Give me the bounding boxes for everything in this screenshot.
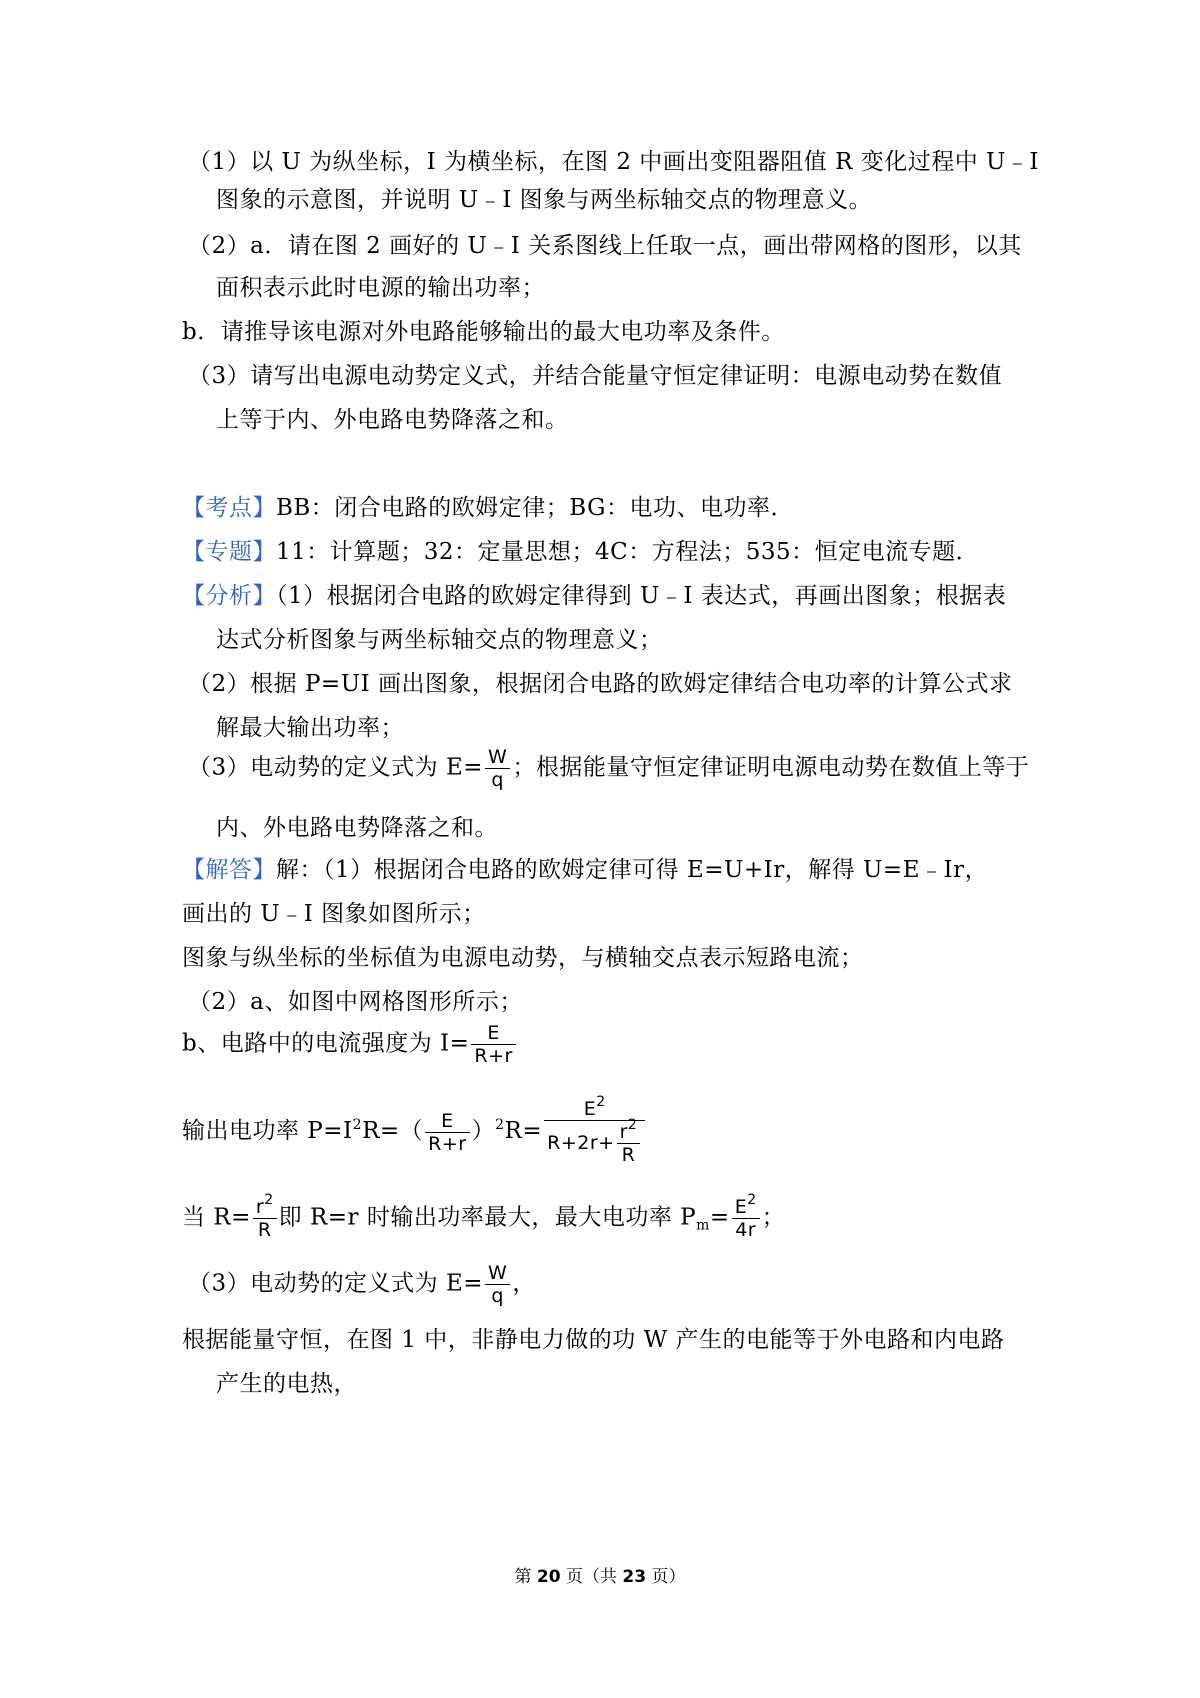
jieda-line-7	[182, 1192, 786, 1241]
jieda-line-3: 图象与纵坐标的坐标值为电源电动势，与横轴交点表示短路电流；	[182, 945, 864, 971]
footer-post: 页）	[646, 1567, 686, 1587]
fenxi-line-2: 达式分析图象与两坐标轴交点的物理意义；	[216, 627, 663, 653]
current-fraction-2	[425, 1110, 469, 1155]
jieda-line-4: （2）a、如图中网格图形所示；	[188, 989, 523, 1015]
frac-den-nested	[544, 1117, 645, 1166]
fenxi-line-4: 解最大输出功率；	[216, 715, 404, 741]
footer-page-number: 20	[536, 1567, 561, 1587]
r-symbol-2: r	[255, 1196, 265, 1218]
question-3-line-1: （3）请写出电源电动势定义式，并结合能量守恒定律证明：电源电动势在数值	[188, 363, 1003, 389]
emf-fraction	[485, 746, 510, 791]
jieda-line-2: 画出的 U﹣I 图象如图所示；	[182, 901, 486, 927]
jieda-text-5-pre: b、电路中的电流强度为 I=	[182, 1030, 470, 1057]
jieda-line-8	[188, 1262, 536, 1307]
jieda-text-6-mid3: R=	[504, 1118, 543, 1144]
kaodian-tag: 【考点】	[182, 495, 276, 521]
jieda-text-1: 解：（1）根据闭合电路的欧姆定律可得 E=U+Ir，解得 U=E﹣Ir，	[276, 857, 989, 883]
jieda-line-10: 产生的电热，	[216, 1371, 357, 1397]
jieda-line-5	[182, 1022, 518, 1067]
jieda-text-7-mid: 即 R=r 时输出功率最大，最大电功率 P	[278, 1204, 697, 1231]
fenxi-text-5-post: ；根据能量守恒定律证明电源电动势在数值上等于	[512, 754, 1030, 781]
cond-num-r2	[253, 1192, 277, 1219]
zhuanti-line	[182, 536, 979, 568]
emf-fraction-2	[485, 1262, 510, 1307]
power-fraction	[544, 1094, 645, 1166]
jieda-text-6-pre: 输出电功率 P=I	[182, 1118, 353, 1144]
question-2b: b．请推导该电源对外电路能够输出的最大电功率及条件。	[182, 319, 785, 345]
page-footer	[0, 1562, 1200, 1587]
frac-num-w-2: W	[485, 1262, 510, 1285]
kaodian-text: BB：闭合电路的欧姆定律；BG：电功、电功率．	[276, 495, 795, 521]
sub-m: m	[696, 1217, 710, 1234]
jieda-line-9: 根据能量守恒，在图 1 中，非静电力做的功 W 产生的电能等于外电路和内电路	[182, 1327, 1005, 1353]
max-den-4r: 4r	[735, 1219, 757, 1241]
kaodian-line	[182, 492, 794, 524]
sup-2-d: 2	[627, 1117, 638, 1133]
footer-pre: 第	[514, 1567, 537, 1587]
footer-total-pages: 23	[622, 1567, 647, 1587]
jieda-tag: 【解答】	[182, 857, 276, 883]
nested-fraction	[617, 1117, 641, 1166]
fenxi-line-1	[182, 580, 1006, 612]
r-symbol: r	[619, 1121, 628, 1143]
r-condition-fraction	[253, 1192, 277, 1241]
sup-2-f: 2	[747, 1192, 757, 1208]
jieda-text-6-mid2: ）	[471, 1118, 496, 1144]
question-2a-line-1: （2）a．请在图 2 画好的 U﹣I 关系图线上任取一点，画出带网格的图形，以其	[188, 233, 1022, 259]
frac-num-e-2: E	[425, 1110, 469, 1133]
jieda-text-7-pre: 当 R=	[182, 1204, 251, 1231]
den-r-2r: R+2r+	[547, 1132, 615, 1154]
fenxi-line-6: 内、外电路电势降落之和。	[216, 815, 498, 841]
e-symbol-2: E	[734, 1196, 748, 1218]
jieda-line-1	[182, 854, 988, 886]
jieda-text-8-end: ，	[512, 1270, 536, 1297]
frac-den-q-2: q	[491, 1285, 504, 1307]
zhuanti-tag: 【专题】	[182, 539, 276, 565]
question-1-line-2: 图象的示意图，并说明 U﹣I 图象与两坐标轴交点的物理意义。	[216, 187, 873, 213]
fenxi-line-5	[188, 746, 1029, 791]
jieda-text-8-pre: （3）电动势的定义式为 E=	[188, 1270, 484, 1297]
frac-den-q: q	[491, 769, 504, 791]
max-num-e2	[732, 1192, 760, 1219]
footer-mid: 页（共	[560, 1567, 623, 1587]
frac-den-r-plus-r-2: R+r	[428, 1132, 467, 1155]
nested-den-r: R	[621, 1144, 636, 1166]
frac-num-w: W	[485, 746, 510, 769]
frac-num-e: E	[471, 1022, 515, 1045]
jieda-text-7-end: ；	[761, 1204, 786, 1231]
zhuanti-text: 11：计算题；32：定量思想；4C：方程法；535：恒定电流专题．	[276, 539, 980, 565]
current-fraction	[471, 1022, 515, 1067]
fenxi-text-1: （1）根据闭合电路的欧姆定律得到 U﹣I 表达式，再画出图象；根据表	[276, 583, 1007, 609]
sup-2-b: 2	[495, 1117, 505, 1133]
sup-2-e: 2	[264, 1192, 274, 1208]
sup-2-a: 2	[352, 1117, 363, 1133]
jieda-line-6	[182, 1094, 647, 1166]
fenxi-tag: 【分析】	[182, 583, 276, 609]
jieda-text-6-mid1: R=（	[362, 1118, 424, 1144]
cond-den-r: R	[257, 1219, 272, 1241]
sup-2-c: 2	[596, 1094, 606, 1110]
question-2a-line-2: 面积表示此时电源的输出功率；	[216, 275, 545, 301]
fenxi-line-3: （2）根据 P=UI 画出图象，根据闭合电路的欧姆定律结合电功率的计算公式求	[188, 671, 1013, 697]
question-3-line-2: 上等于内、外电路电势降落之和。	[216, 407, 569, 433]
jieda-text-7-eq: =	[709, 1204, 730, 1231]
frac-den-r-plus-r: R+r	[474, 1045, 513, 1067]
max-power-fraction	[732, 1192, 760, 1241]
question-1-line-1: （1）以 U 为纵坐标，I 为横坐标，在图 2 中画出变阻器阻值 R 变化过程中 U﹣I	[188, 149, 1040, 175]
nested-num-r2	[617, 1117, 641, 1144]
fenxi-text-5-pre: （3）电动势的定义式为 E=	[188, 754, 484, 781]
e-symbol: E	[583, 1098, 597, 1120]
